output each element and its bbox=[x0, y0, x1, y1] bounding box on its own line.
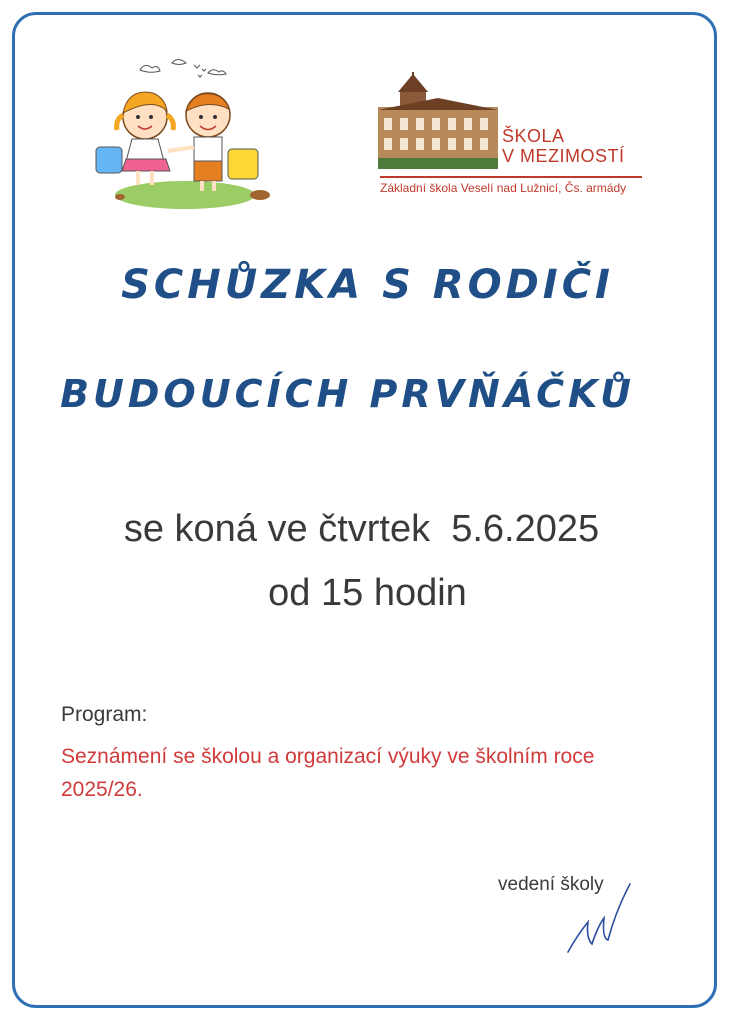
boy-figure bbox=[186, 93, 258, 191]
school-name-line1: ŠKOLA bbox=[502, 126, 565, 146]
signature-label: vedení školy bbox=[498, 874, 604, 895]
cloud-icon bbox=[140, 60, 226, 75]
program-text: Seznámení se školou a organizací výuky ve školním roce 2025/26. bbox=[61, 745, 595, 801]
logo-divider bbox=[380, 176, 642, 178]
title-line-1: SCHŮZKA S RODIČI bbox=[121, 262, 614, 308]
handwritten-signature bbox=[560, 880, 650, 960]
school-name bbox=[502, 126, 652, 166]
grass-ground bbox=[115, 181, 255, 209]
school-subtitle: Základní škola Veselí nad Lužnicí, Čs. armády bbox=[380, 181, 627, 195]
school-building-image bbox=[378, 72, 498, 172]
children-illustration bbox=[90, 55, 280, 215]
girl-figure bbox=[96, 92, 173, 185]
school-name-line2: V MEZIMOSTÍ bbox=[502, 146, 625, 166]
school-logo bbox=[372, 68, 652, 203]
event-date: se koná ve čtvrtek 5.6.2025 bbox=[123, 508, 600, 550]
event-time: od 15 hodin bbox=[268, 572, 467, 614]
birds-icon bbox=[194, 65, 206, 77]
program-label: Program: bbox=[61, 703, 148, 726]
title-line-2: BUDOUCÍCH PRVŇÁČKŮ bbox=[60, 372, 635, 416]
